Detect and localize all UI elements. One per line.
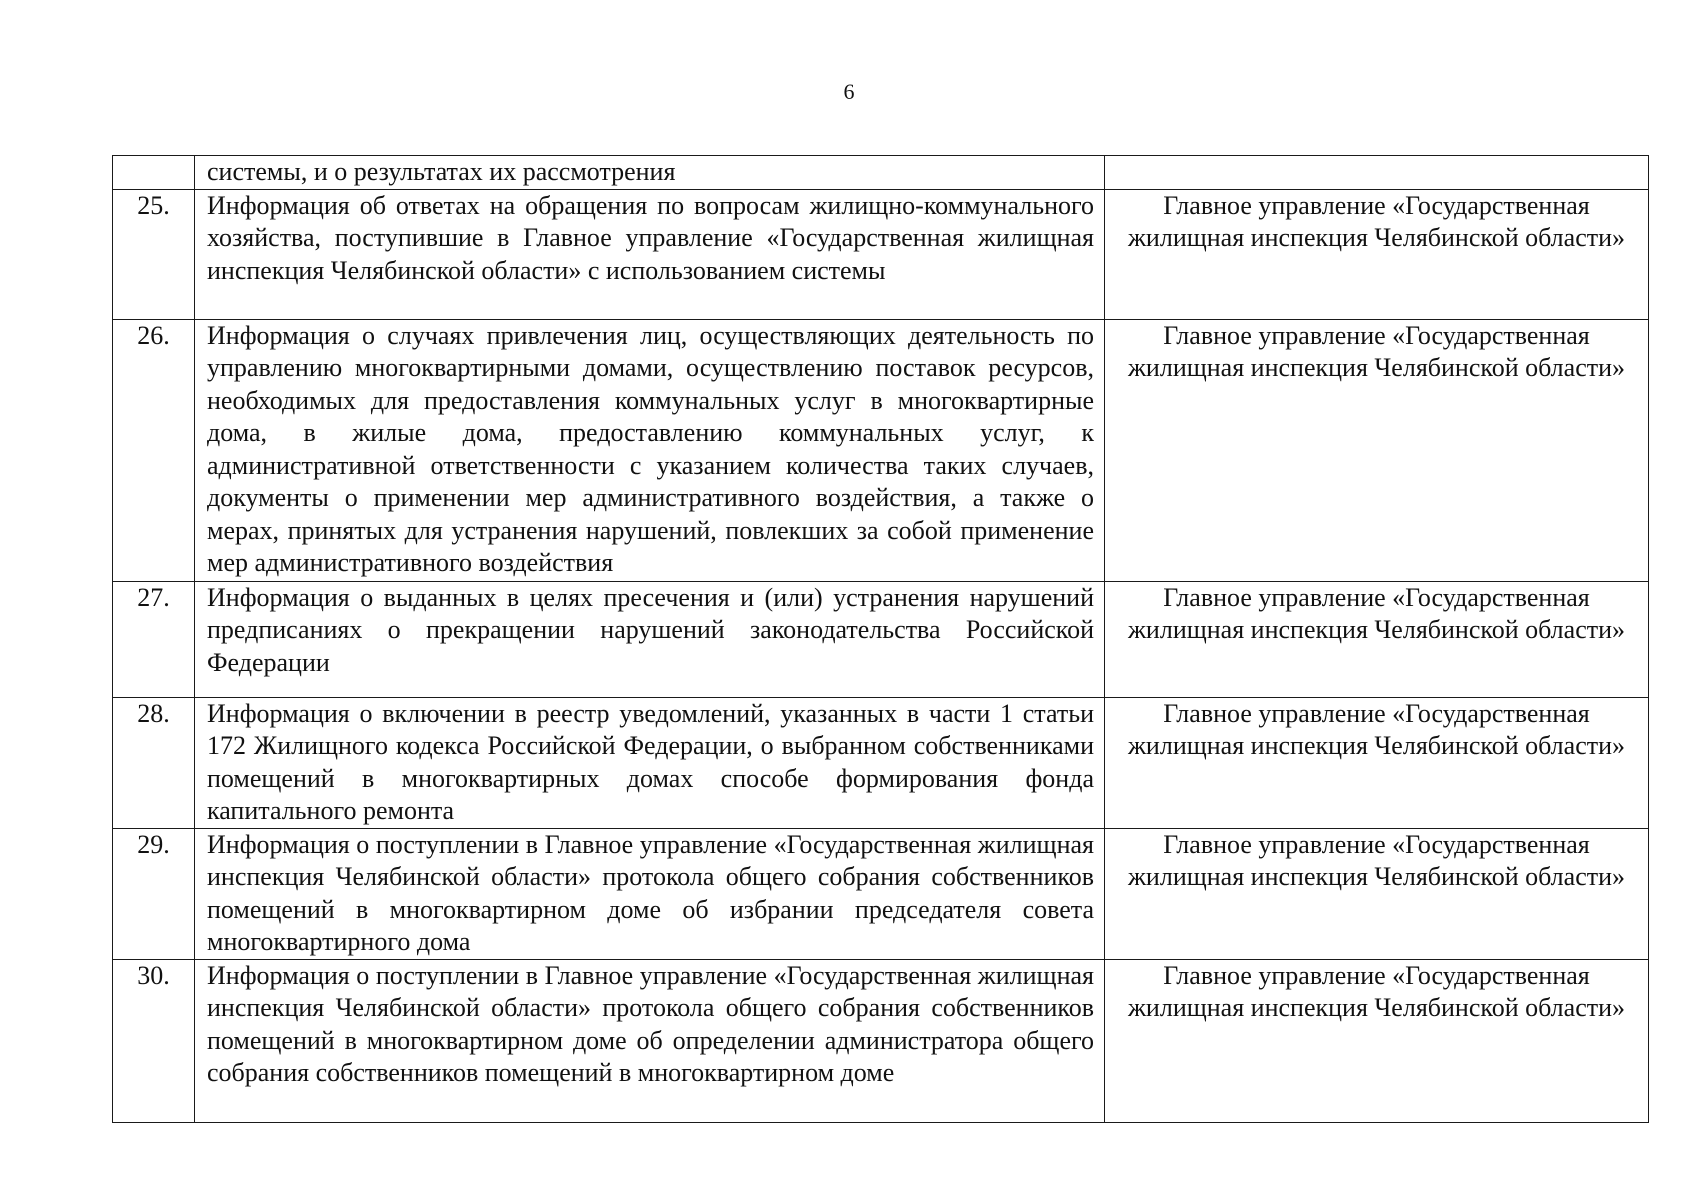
table-row [113, 189, 1649, 319]
row-responsible-body: Главное управление «Государственная жилищная инспекция Челябинской области» [1105, 319, 1649, 581]
table-row [113, 697, 1649, 828]
table-row [113, 319, 1649, 581]
row-description: Информация о поступлении в Главное управление «Государственная жилищная инспекция Челябинской области» протокола общего собрания собственников помещений в многоквартирном доме об избрании председателя совета многоквартирного дома [195, 828, 1105, 959]
row-number: 26. [113, 319, 195, 581]
table-row [113, 581, 1649, 697]
row-responsible-body: Главное управление «Государственная жилищная инспекция Челябинской области» [1105, 828, 1649, 959]
table-row [113, 156, 1649, 190]
row-responsible-body [1105, 156, 1649, 190]
row-responsible-body: Главное управление «Государственная жилищная инспекция Челябинской области» [1105, 959, 1649, 1122]
information-table [112, 155, 1649, 1123]
row-description: Информация о поступлении в Главное управление «Государственная жилищная инспекция Челябинской области» протокола общего собрания собственников помещений в многоквартирном доме об определении администратора общего собрания собственников помещений в многоквартирном доме [195, 959, 1105, 1122]
row-description: системы, и о результатах их рассмотрения [195, 156, 1105, 190]
row-number [113, 156, 195, 190]
row-description: Информация о случаях привлечения лиц, осуществляющих деятельность по управлению многоквартирными домами, осуществлению поставок ресурсов, необходимых для предоставления коммунальных услуг в многоквартирные дома, в жилые дома, предоставлению коммунальных услуг, к административной ответственности с указанием количества таких случаев, документы о применении мер административного воздействия, а также о мерах, принятых для устранения нарушений, повлекших за собой применение мер административного воздействия [195, 319, 1105, 581]
row-number: 27. [113, 581, 195, 697]
row-number: 28. [113, 697, 195, 828]
page-number: 6 [843, 79, 855, 104]
row-number: 29. [113, 828, 195, 959]
table-row [113, 828, 1649, 959]
row-responsible-body: Главное управление «Государственная жилищная инспекция Челябинской области» [1105, 581, 1649, 697]
row-description: Информация о включении в реестр уведомлений, указанных в части 1 статьи 172 Жилищного кодекса Российской Федерации, о выбранном собственниками помещений в многоквартирных домах способе формирования фонда капитального ремонта [195, 697, 1105, 828]
table-row [113, 959, 1649, 1122]
row-responsible-body: Главное управление «Государственная жилищная инспекция Челябинской области» [1105, 697, 1649, 828]
row-number: 30. [113, 959, 195, 1122]
row-responsible-body: Главное управление «Государственная жилищная инспекция Челябинской области» [1105, 189, 1649, 319]
row-description: Информация о выданных в целях пресечения и (или) устранения нарушений предписаниях о прекращении нарушений законодательства Российской Федерации [195, 581, 1105, 697]
row-description: Информация об ответах на обращения по вопросам жилищно-коммунального хозяйства, поступившие в Главное управление «Государственная жилищная инспекция Челябинской области» с использованием системы [195, 189, 1105, 319]
row-number: 25. [113, 189, 195, 319]
